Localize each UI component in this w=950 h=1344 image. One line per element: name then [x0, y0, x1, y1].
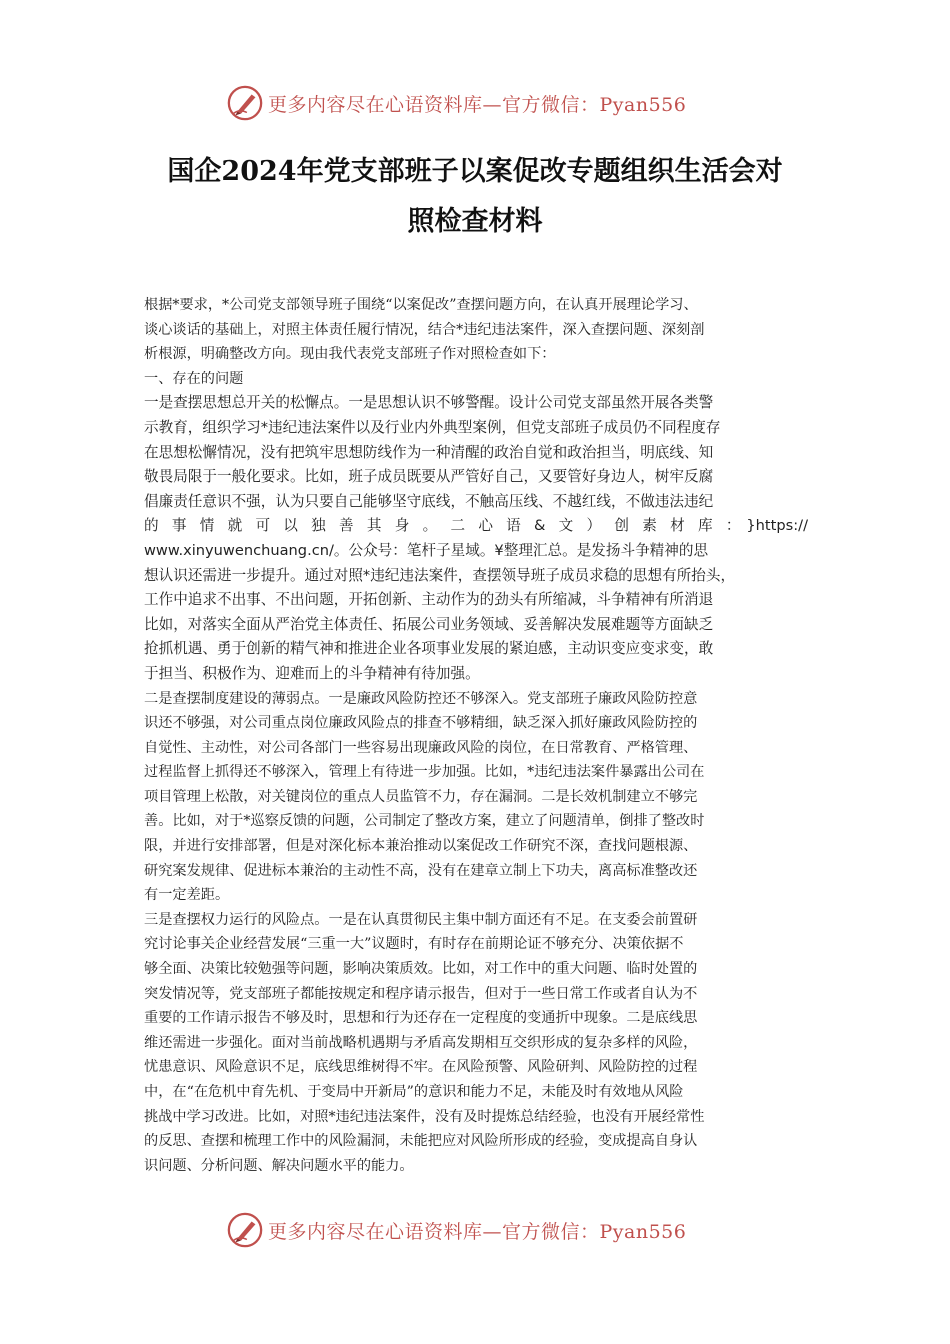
text-line: 倡廉责任意识不强，认为只要自己能够坚守底线，不触高压线、不越红线，不做违法违纪 — [144, 492, 714, 510]
text-line: 一是查摆思想总开关的松懈点。一是思想认识不够警醒。设计公司党支部虽然开展各类警 — [144, 394, 714, 412]
text-line: 限，并进行安排部署，但是对深化标本兼治推动以案促改工作研究不深，查找问题根源、 — [144, 838, 698, 855]
text-line: 识问题、分析问题、解决问题水平的能力。 — [144, 1157, 414, 1174]
text-line: 谈心谈话的基础上，对照主体责任履行情况，结合*违纪违法案件，深入查摆问题、深刻剖 — [144, 321, 705, 338]
section-heading — [144, 367, 808, 392]
pen-logo-icon — [226, 84, 264, 122]
text-line: 自觉性、主动性，对公司各部门一些容易出现廉政风险的岗位，在日常教育、严格管理、 — [144, 739, 698, 756]
text-line: 善。比如，对于*巡察反馈的问题，公司制定了整改方案，建立了问题清单，倒排了整改时 — [144, 813, 705, 830]
text-line: 忧患意识、风险意识不足，底线思维树得不牢。在风险预警、风险研判、风险防控的过程 — [144, 1059, 698, 1076]
text-line: 析根源，明确整改方向。现由我代表党支部班子作对照检查如下： — [144, 346, 556, 363]
text-line: 比如，对落实全面从严治党主体责任、拓展公司业务领域、妥善解决发展难题等方面缺乏 — [144, 615, 714, 633]
text-line: www.xinyuwenchuang.cn/。公众号：笔杆子星域。¥整理汇总。是发扬斗争精神的思 — [144, 541, 709, 559]
text-line: 研究案发规律、促进标本兼治的主动性不高，没有在建章立制上下功夫，离高标准整改还 — [144, 862, 698, 879]
text-line: 的反思、查摆和梳理工作中的风险漏洞，未能把应对风险所形成的经验，变成提高自身认 — [144, 1133, 698, 1150]
text-line: 于担当、积极作为、迎难而上的斗争精神有待加强。 — [144, 664, 480, 682]
text-line: 识还不够强，对公司重点岗位廉政风险点的排查不够精细，缺乏深入抓好廉政风险防控的 — [144, 715, 698, 732]
text-line: 够全面、决策比较勉强等问题，影响决策质效。比如，对工作中的重大问题、临时处置的 — [144, 961, 698, 978]
title-line-1: 国企2024年党支部班子以案促改专题组织生活会对 — [167, 156, 783, 187]
paragraph-thought — [144, 391, 808, 686]
banner-text: 更多内容尽在心语资料库—官方微信：Pyan556 — [268, 93, 687, 116]
header-banner[interactable] — [226, 81, 686, 125]
text-line: 示教育，组织学习*违纪违法案件以及行业内外典型案例，但党支部班子成员仍不同程度存 — [144, 418, 721, 436]
text-line: 中，在“在危机中育先机、于变局中开新局”的意识和能力不足，未能及时有效地从风险 — [144, 1084, 684, 1100]
text-line: 想认识还需进一步提升。通过对照*违纪违法案件，查摆领导班子成员求稳的思想有所抬头， — [144, 566, 736, 584]
title-line-2: 照检查材料 — [407, 206, 543, 237]
text-line: 突发情况等，党支部班子都能按规定和程序请示报告，但对于一些日常工作或者自认为不 — [144, 985, 698, 1002]
text-line: 根据*要求，*公司党支部领导班子围绕“以案促改”查摆问题方向，在认真开展理论学习、 — [144, 297, 698, 313]
text-line: 项目管理上松散，对关键岗位的重点人员监管不力，存在漏洞。二是长效机制建立不够完 — [144, 788, 698, 805]
intro-paragraph — [144, 293, 808, 367]
paragraph-power — [144, 908, 808, 1179]
footer-banner[interactable] — [226, 1208, 686, 1252]
paragraph-system — [144, 687, 808, 908]
text-line: 过程监督上抓得还不够深入，管理上有待进一步加强。比如，*违纪违法案件暴露出公司在 — [144, 764, 705, 781]
text-line: 工作中追求不出事、不出问题，开拓创新、主动作为的劲头有所缩减，斗争精神有所消退 — [144, 591, 714, 609]
text-line: 究讨论事关企业经营发展“三重一大”议题时，有时存在前期论证不够充分、决策依据不 — [144, 936, 684, 953]
pen-logo-icon — [226, 1211, 264, 1249]
text-line: 三是查摆权力运行的风险点。一是在认真贯彻民主集中制方面还有不足。在支委会前置研 — [144, 911, 698, 928]
text-line: 抢抓机遇、勇于创新的精气神和推进企业各项事业发展的紧迫感，主动识变应变求变，敢 — [144, 640, 714, 658]
text-line: 挑战中学习改进。比如，对照*违纪违法案件，没有及时提炼总结经验，也没有开展经常性 — [144, 1108, 705, 1125]
text-line: 维还需进一步强化。面对当前战略机遇期与矛盾高发期相互交织形成的复杂多样的风险， — [144, 1034, 698, 1051]
banner-text: 更多内容尽在心语资料库—官方微信：Pyan556 — [268, 1220, 687, 1243]
text-line: 敬畏局限于一般化要求。比如，班子成员既要从严管好自己，又要管好身边人，树牢反腐 — [144, 468, 714, 486]
text-line: 有一定差距。 — [144, 887, 230, 904]
text-line: 重要的工作请示报告不够及时，思想和行为还存在一定程度的变通折中现象。二是底线思 — [144, 1010, 698, 1027]
document-body — [144, 293, 808, 1178]
heading-text: 一、存在的问题 — [144, 370, 244, 387]
text-line: 的事情就可以独善其身。二心语&文）创素材库：}https:// — [144, 517, 808, 535]
text-line: 在思想松懈情况，没有把筑牢思想防线作为一种清醒的政治自觉和政治担当，明底线、知 — [144, 443, 714, 461]
text-line: 二是查摆制度建设的薄弱点。一是廉政风险防控还不够深入。党支部班子廉政风险防控意 — [144, 690, 698, 707]
document-title — [100, 147, 850, 247]
